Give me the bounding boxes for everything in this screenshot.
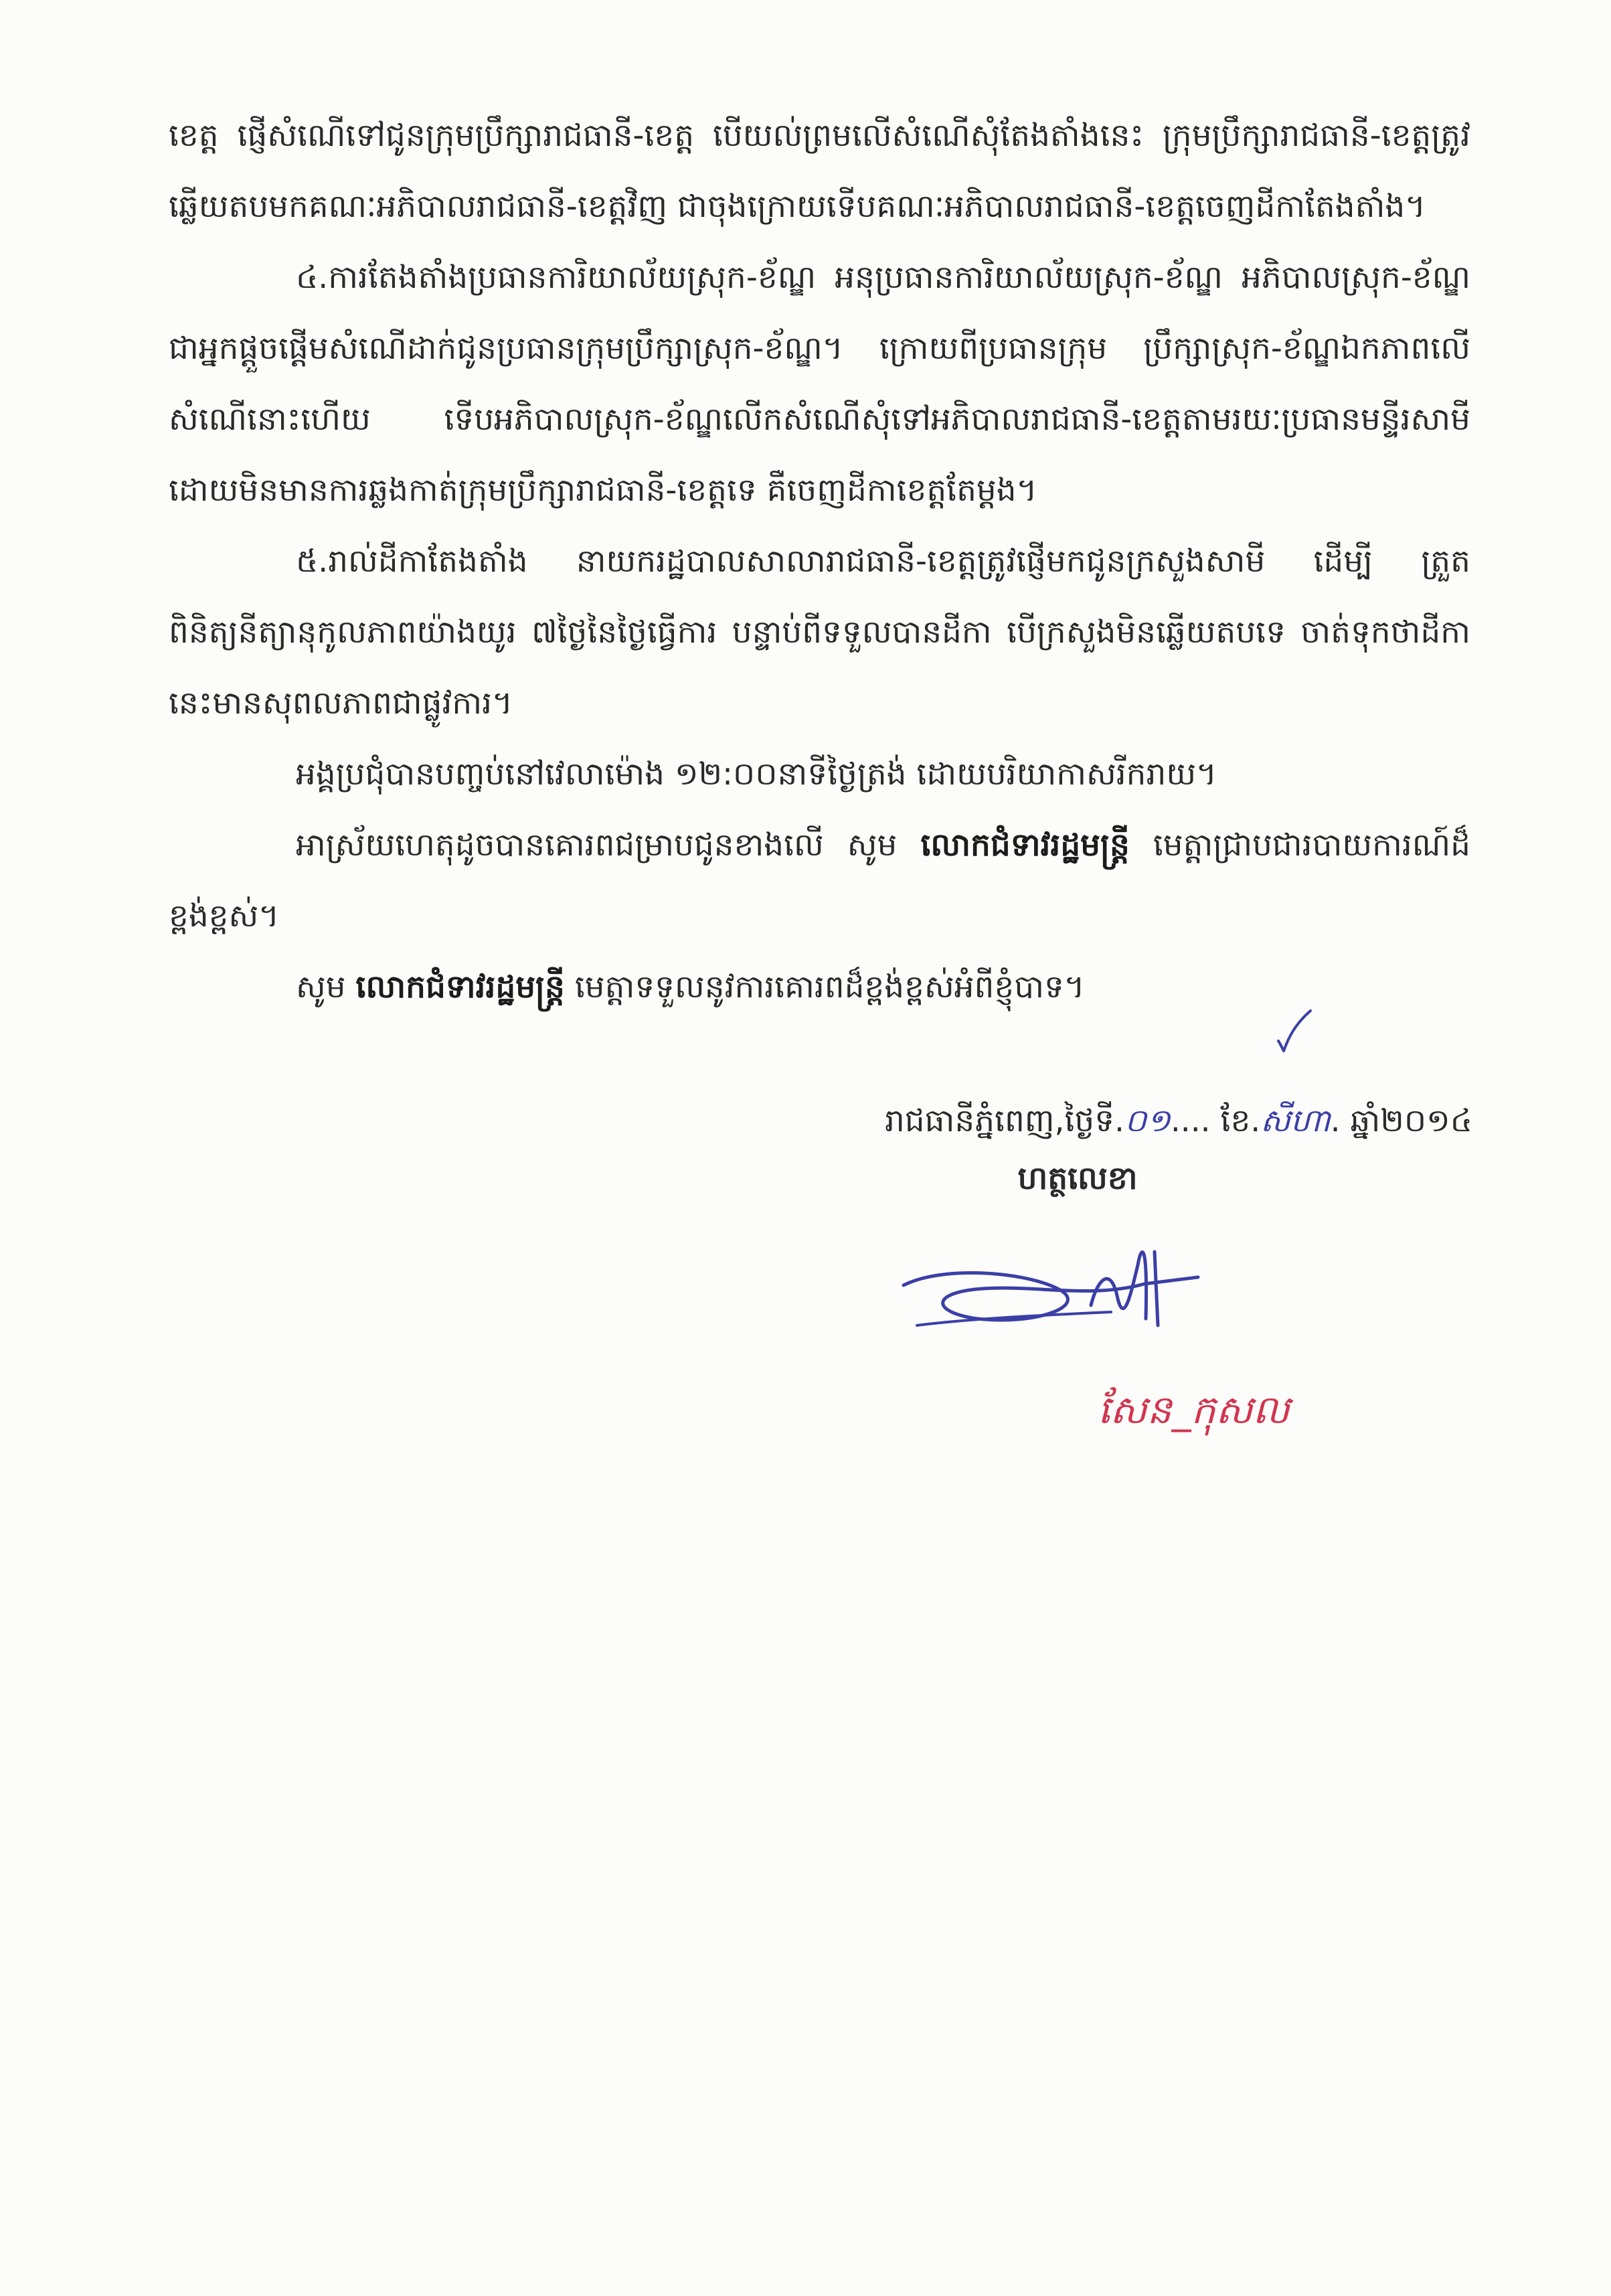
signature-title: ហត្ថលេខា <box>1017 1160 1138 1197</box>
closing-text-after: មេត្តាទទួលនូវការគោរពដ៏ខ្ពង់ខ្ពស់អំពីខ្ញុំបាទ។ <box>574 969 1085 1005</box>
date-month: សីហា <box>1260 1102 1331 1139</box>
date-prefix: រាជធានីភ្នំពេញ,ថ្ងៃទី. <box>884 1102 1124 1139</box>
date-line <box>763 1091 1472 1151</box>
handwritten-signature <box>890 1225 1211 1345</box>
report-text-before: អាស្រ័យហេតុដូចបានគោរពជម្រាបជូនខាងលើ សូម <box>296 827 898 864</box>
paragraph-item-5: ៥.រាល់ដីកាតែងតាំង នាយករដ្ឋបាលសាលារាជធានី-ខេត្តត្រូវផ្ញើមកជូនក្រសួងសាមី ដើម្បី ត្រួតពិនិត្យនីត្យានុកូលភាពយ៉ាងយូរ ៧ថ្ងៃនៃថ្ងៃធ្វើការ បន្ទាប់ពីទទួលបានដីកា បើក្រសួងមិនឆ្លើយតបទេ ចាត់ទុកថាដីកានេះមានសុពលភាពជាផ្លូវការ។ <box>169 543 1470 722</box>
closing-text-before: សូម <box>296 969 346 1005</box>
paragraph-meeting-end: អង្គប្រជុំបានបញ្ចប់នៅវេលាម៉ោង ១២:០០នាទីថ្ងៃត្រង់ ដោយបរិយាកាសរីករាយ។ <box>296 756 1217 793</box>
addressee-bold: លោកជំទាវរដ្ឋមន្ត្រី <box>920 827 1130 864</box>
signer-name: សែន_កុសល <box>1098 1387 1290 1432</box>
paragraph-1: ខេត្ត ផ្ញើសំណើទៅជូនក្រុមប្រឹក្សារាជធានី-ខេត្ត បើយល់ព្រមលើសំណើសុំតែងតាំងនេះ ក្រុមប្រឹក្សារាជធានី-ខេត្តត្រូវឆ្លើយតបមកគណៈអភិបាលរាជធានី-ខេត្តវិញ ជាចុងក្រោយទើបគណៈអភិបាលរាជធានី-ខេត្តចេញដីកាតែងតាំង។ <box>169 117 1470 225</box>
handwritten-tick-mark <box>1272 1004 1319 1058</box>
paragraph-report <box>169 810 1470 952</box>
closing-addressee-bold: លោកជំទាវរដ្ឋមន្ត្រី <box>355 969 565 1005</box>
date-suffix: . ឆ្នាំ២០១៤ <box>1330 1102 1472 1139</box>
date-mid: .... ខែ. <box>1170 1102 1261 1139</box>
date-day: ០១ <box>1124 1102 1171 1139</box>
report-text-after: មេត្តាជ្រាបជារបាយការណ៍ដ៏ខ្ពង់ខ្ពស់។ <box>169 827 1470 934</box>
paragraph-item-4: ៤.ការតែងតាំងប្រធានការិយាល័យស្រុក-ខ័ណ្ឌ អនុប្រធានការិយាល័យស្រុក-ខ័ណ្ឌ អភិបាលស្រុក-ខ័ណ្ឌជាអ្នកផ្តួចផ្តើមសំណើដាក់ជូនប្រធានក្រុមប្រឹក្សាស្រុក-ខ័ណ្ឌ។ ក្រោយពីប្រធានក្រុម ប្រឹក្សាស្រុក-ខ័ណ្ឌឯកភាពលើសំណើនោះហើយ ទើបអភិបាលស្រុក-ខ័ណ្ឌលើកសំណើសុំទៅអភិបាលរាជធានី-ខេត្តតាមរយៈប្រធានមន្ទីរសាមី ដោយមិនមានការឆ្លងកាត់ក្រុមប្រឹក្សារាជធានី-ខេត្តទេ គឺចេញដីកាខេត្តតែម្តង។ <box>169 259 1470 509</box>
letter-body <box>169 100 1470 1023</box>
